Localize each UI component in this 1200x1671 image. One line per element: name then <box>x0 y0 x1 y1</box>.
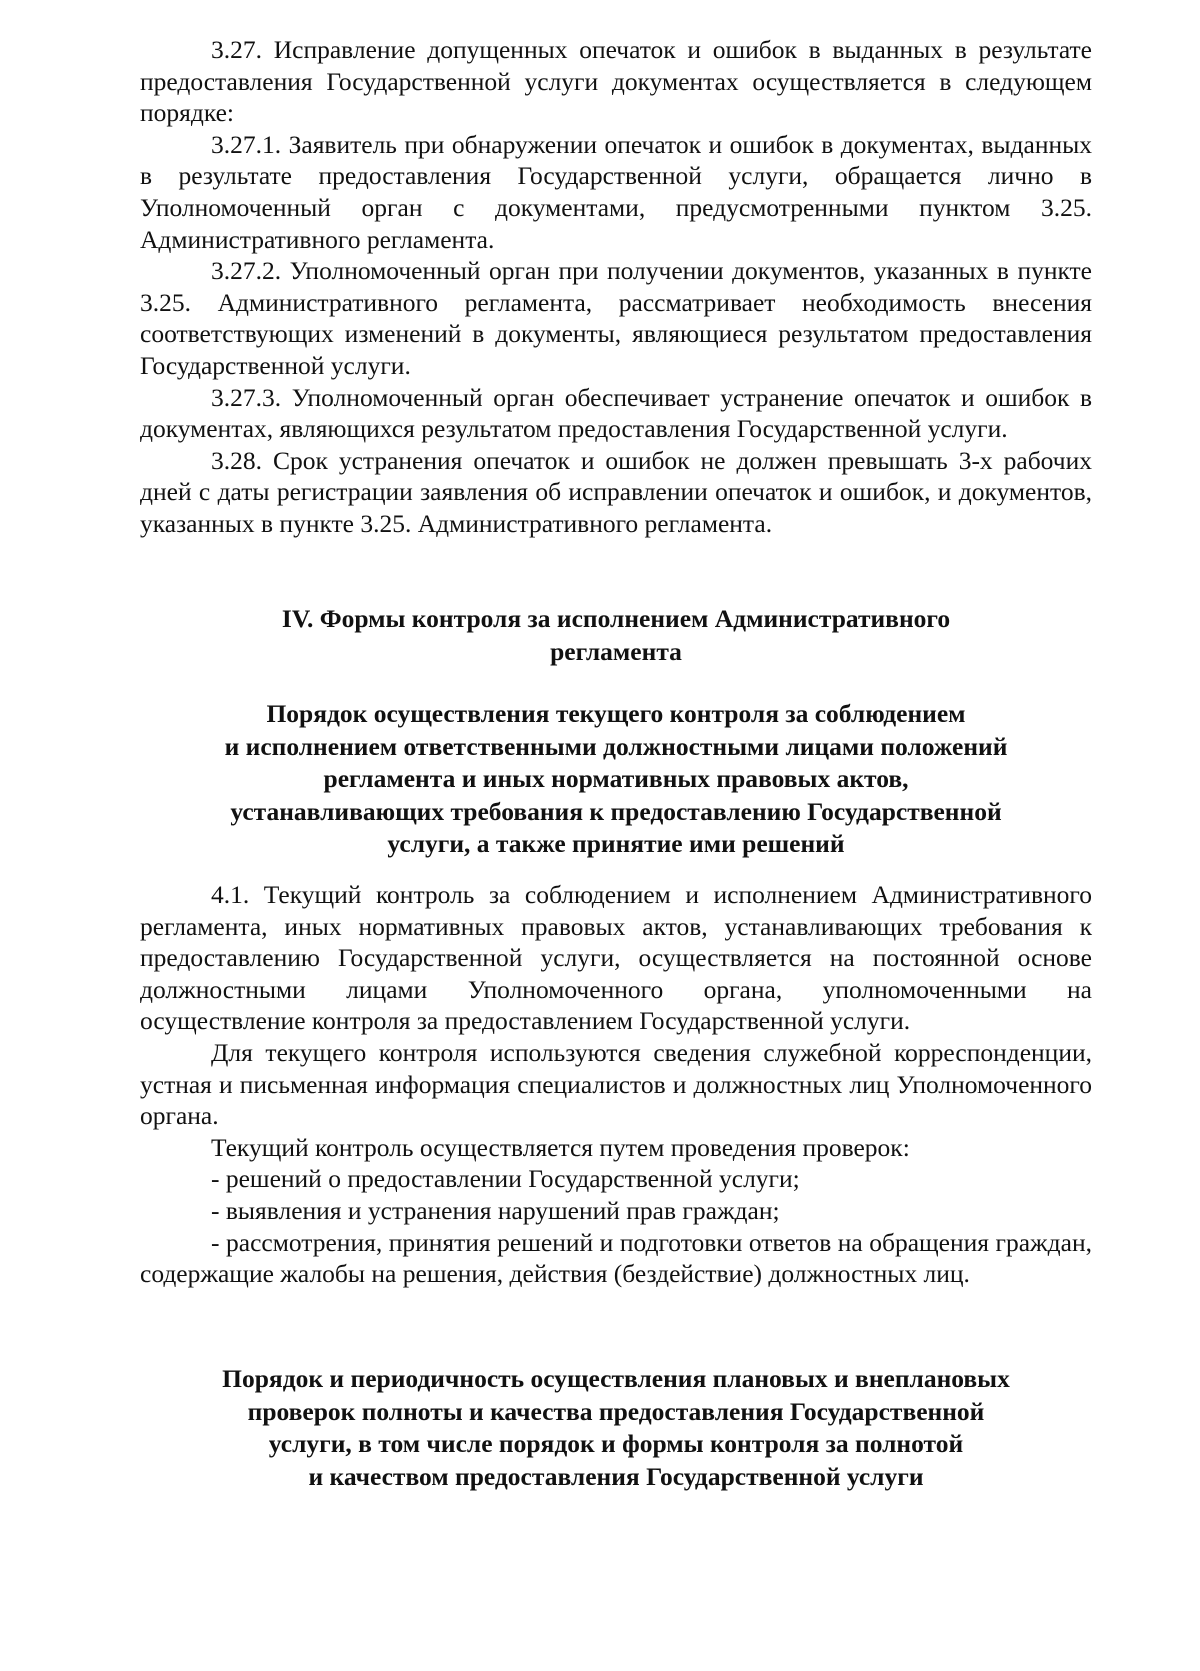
list-item-violations: - выявления и устранения нарушений прав граждан; <box>211 1195 780 1225</box>
heading-line: Порядок осуществления текущего контроля за соблюдением <box>266 699 966 728</box>
text-block-control <box>140 879 1092 1290</box>
section-heading-iv <box>140 603 1092 668</box>
heading-line: услуги, в том числе порядок и формы контроля за полнотой <box>268 1429 964 1459</box>
paragraph-4-1: 4.1. Текущий контроль за соблюдением и исполнением Административного регламента, иных нормативных правовых актов, устанавливающих требования к предоставлению Государственной услуги, осуществляется на постоянной основе должностными лицами Уполномоченного органа, уполномоченными на осуществление контроля за предоставлением Государственной услуги. <box>140 880 1092 1036</box>
paragraph-checks-intro: Текущий контроль осуществляется путем проведения проверок: <box>211 1132 910 1162</box>
heading-line: устанавливающих требования к предоставлению Государственной <box>230 796 1002 826</box>
paragraph-3-28: 3.28. Срок устранения опечаток и ошибок не должен превышать 3-х рабочих дней с даты регистрации заявления об исправлении опечаток и ошибок, и документов, указанных в пункте 3.25. Административного регламента. <box>140 445 1092 538</box>
paragraph-3-27-3: 3.27.3. Уполномоченный орган обеспечивает устранение опечаток и ошибок в документах, являющихся результатом предоставления Государственной услуги. <box>140 382 1092 444</box>
heading-line: и качеством предоставления Государственной услуги <box>308 1461 924 1491</box>
paragraph-3-27-1: 3.27.1. Заявитель при обнаружении опечаток и ошибок в документах, выданных в результате предоставления Государственной услуги, обращается лично в Уполномоченный орган с документами, предусмотренными пунктом 3.25. Административного регламента. <box>140 129 1092 254</box>
subheading-current-control <box>140 698 1092 861</box>
list-item-appeals: - рассмотрения, принятия решений и подготовки ответов на обращения граждан, содержащие жалобы на решения, действия (бездействие) должностных лиц. <box>140 1227 1092 1289</box>
list-item-decisions: - решений о предоставлении Государственной услуги; <box>211 1164 800 1194</box>
paragraph-control-sources: Для текущего контроля используются сведения служебной корреспонденции, устная и письменная информация специалистов и должностных лиц Уполномоченного органа. <box>140 1037 1092 1131</box>
heading-line: регламента и иных нормативных правовых актов, <box>323 764 909 794</box>
heading-line: регламента <box>550 636 682 666</box>
subheading-planned-checks <box>140 1363 1092 1493</box>
heading-line: IV. Формы контроля за исполнением Административного <box>281 604 951 633</box>
heading-line: Порядок и периодичность осуществления плановых и внеплановых <box>222 1364 1010 1393</box>
heading-line: и исполнением ответственными должностными лицами положений <box>224 731 1008 761</box>
paragraph-3-27: 3.27. Исправление допущенных опечаток и ошибок в выданных в результате предоставления Государственной услуги документах осуществляется в следующем порядке: <box>140 35 1092 128</box>
paragraph-3-27-2: 3.27.2. Уполномоченный орган при получении документов, указанных в пункте 3.25. Административного регламента, рассматривает необходимость внесения соответствующих изменений в документы, являющиеся результатом предоставления Государственной услуги. <box>140 256 1092 380</box>
heading-line: услуги, а также принятие ими решений <box>387 829 845 859</box>
text-block-corrections <box>140 34 1092 540</box>
heading-line: проверок полноты и качества предоставления Государственной <box>247 1396 985 1426</box>
